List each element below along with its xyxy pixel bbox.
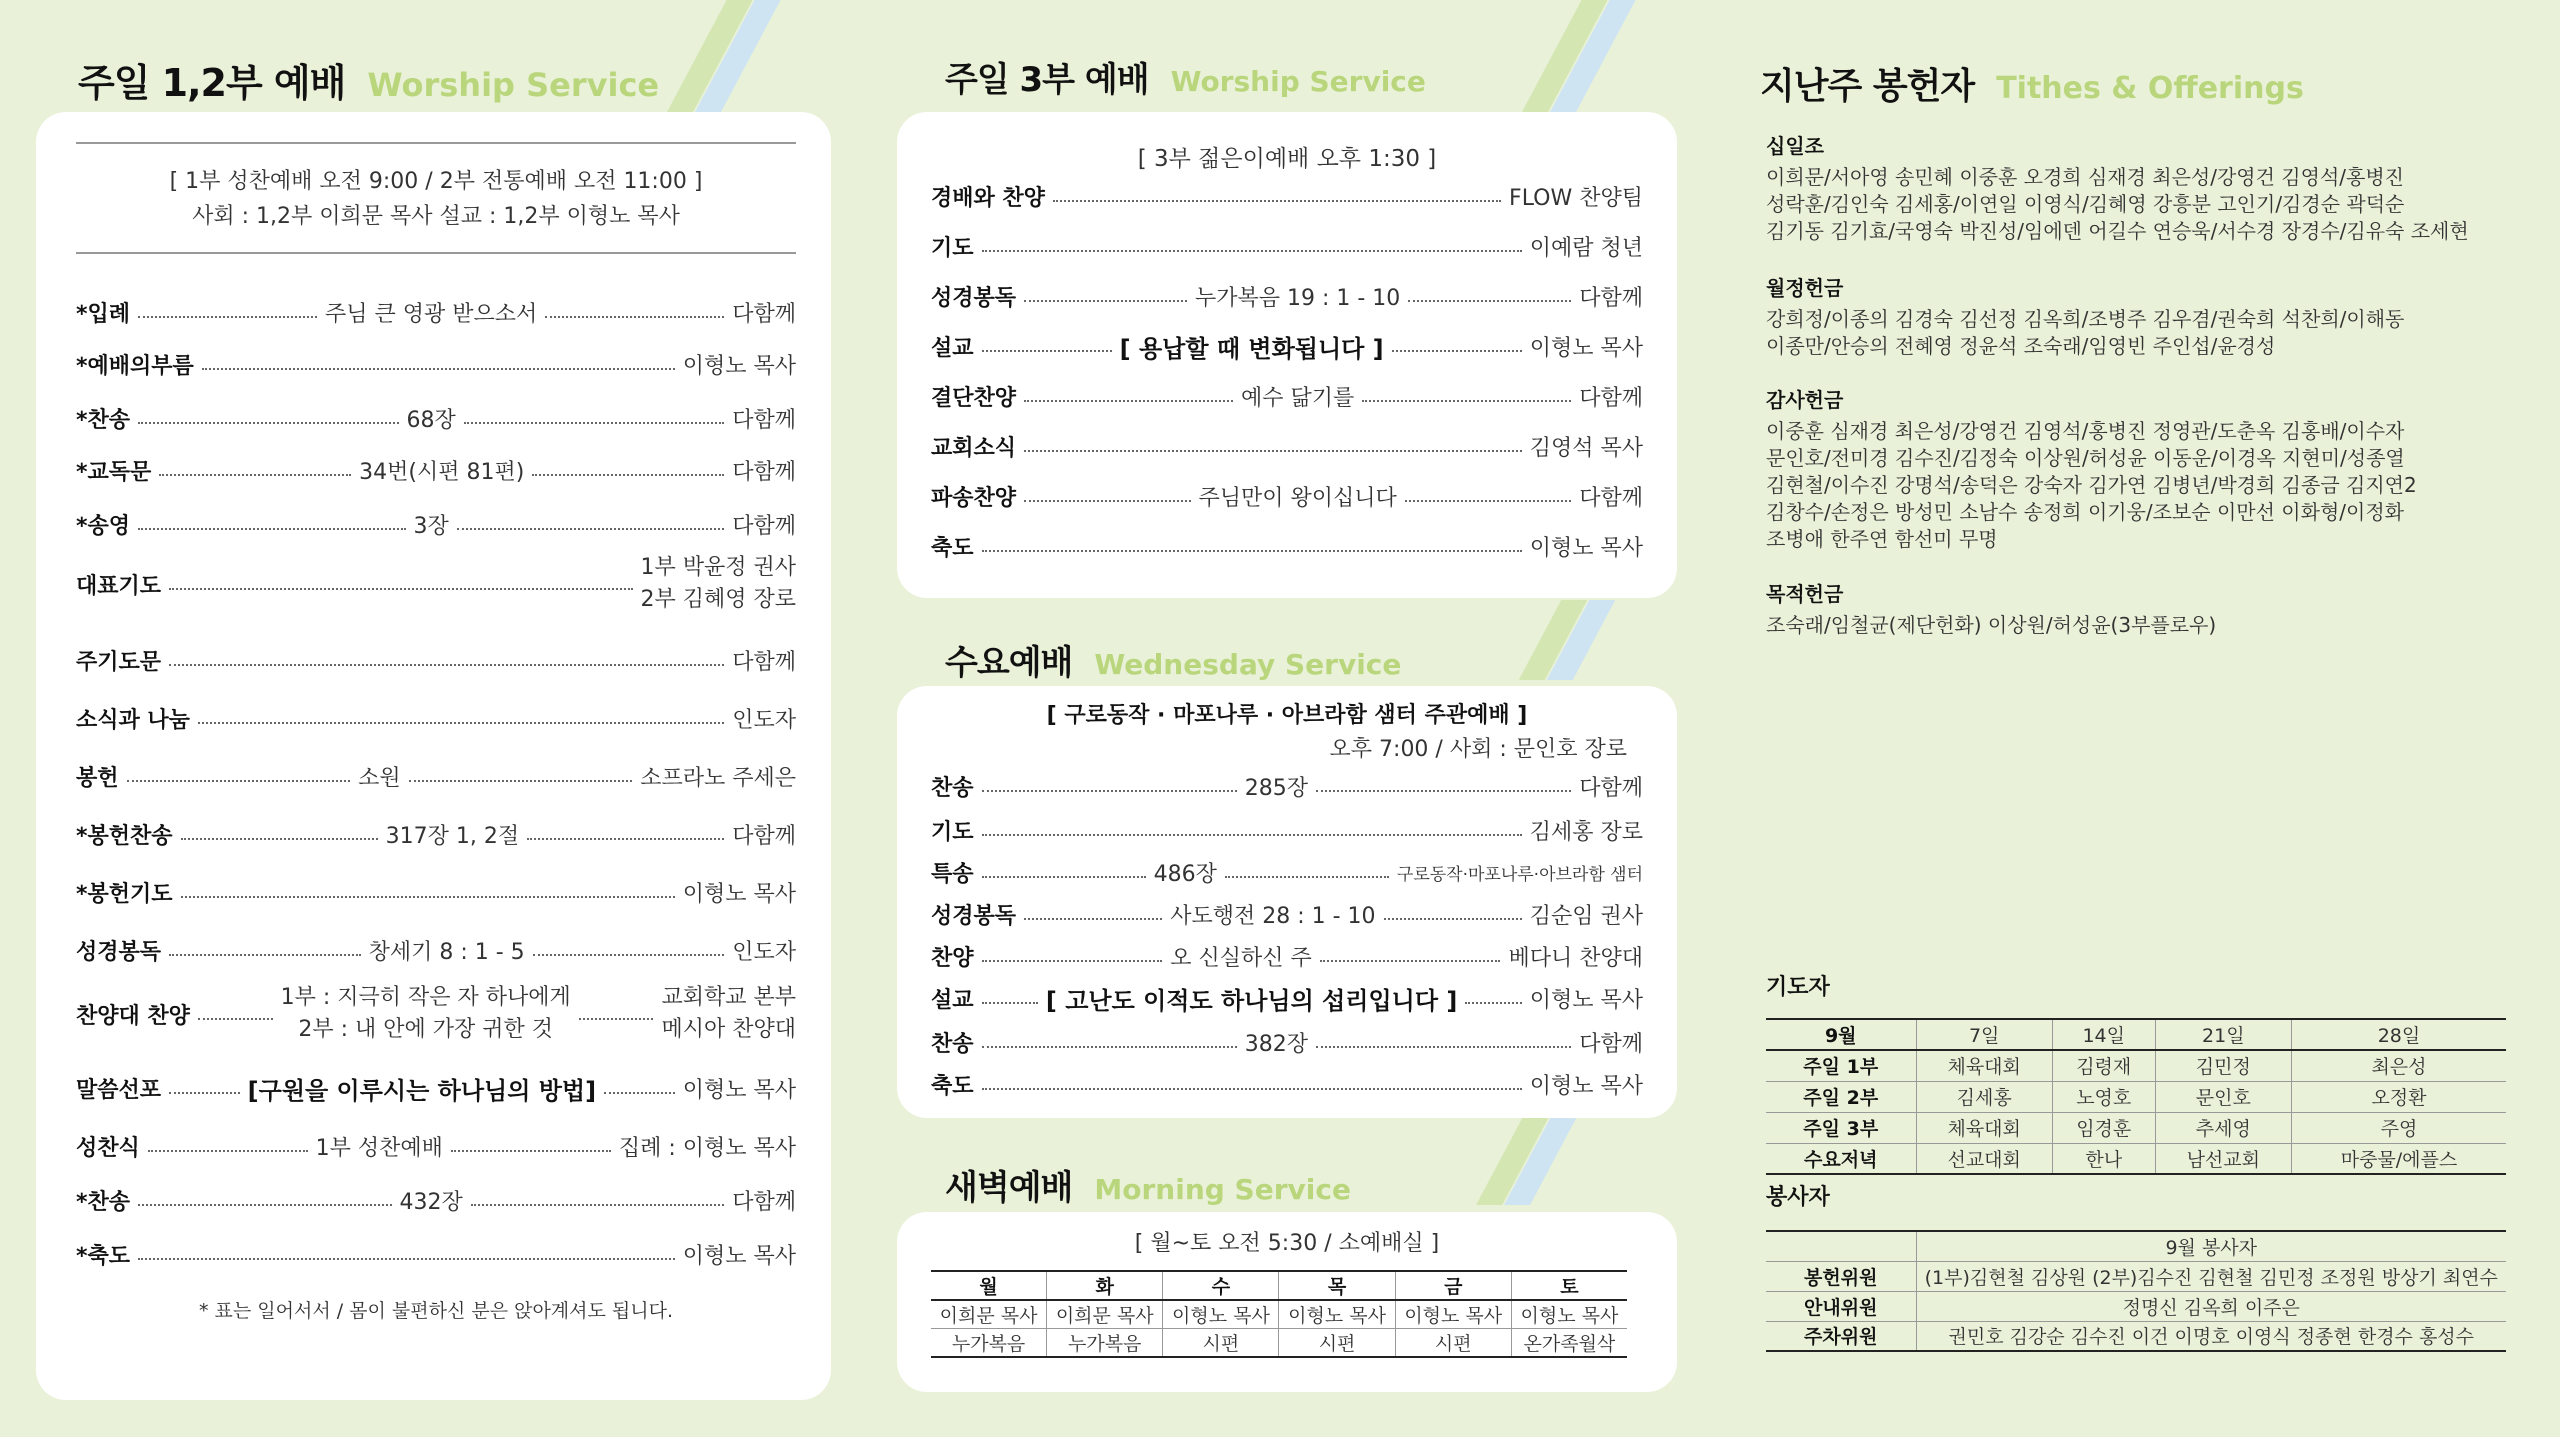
order-person: 김순임 권사 bbox=[1529, 903, 1643, 929]
order-label: 축도 bbox=[931, 535, 974, 561]
leader-dots bbox=[138, 1258, 675, 1260]
morning-day-cell: 화 bbox=[1047, 1271, 1163, 1300]
leader-dots bbox=[138, 422, 398, 424]
order-row bbox=[76, 1072, 796, 1104]
order-row bbox=[76, 348, 796, 380]
order-label: 파송찬양 bbox=[931, 485, 1017, 511]
order-row bbox=[931, 430, 1643, 462]
morning-day-cell: 수 bbox=[1163, 1271, 1279, 1300]
morning-title-ko: 새벽예배 bbox=[945, 1168, 1073, 1208]
morning-title-en: Morning Service bbox=[1094, 1173, 1351, 1206]
order-label: 특송 bbox=[931, 861, 974, 887]
wednesday-title-ko: 수요예배 bbox=[945, 643, 1073, 683]
prayer-date-header: 21일 bbox=[2155, 1019, 2291, 1050]
order-row bbox=[76, 552, 796, 616]
order-row bbox=[931, 814, 1643, 846]
order-person: 다함께 bbox=[1579, 285, 1643, 311]
order-person: 1부 박윤정 권사 bbox=[640, 555, 796, 580]
leader-dots bbox=[982, 550, 1522, 552]
order-row bbox=[931, 982, 1643, 1014]
order-person: 이형노 목사 bbox=[1529, 987, 1644, 1013]
order-label: 찬양대 찬양 bbox=[76, 1003, 190, 1029]
order-person: 다함께 bbox=[732, 407, 796, 433]
order-item: 432장 bbox=[399, 1189, 463, 1215]
order-person: FLOW 찬양팀 bbox=[1509, 185, 1643, 211]
order-row bbox=[76, 454, 796, 486]
order-row bbox=[931, 1068, 1643, 1100]
worship12-title bbox=[78, 52, 659, 107]
order-row bbox=[931, 856, 1643, 888]
order-person: 다함께 bbox=[732, 1189, 796, 1215]
leader-dots bbox=[982, 876, 1146, 878]
leader-dots bbox=[169, 664, 724, 666]
order-row bbox=[76, 644, 796, 676]
offering-group-head: 십일조 bbox=[1766, 134, 1824, 158]
order-person: 이형노 목사 bbox=[1529, 1073, 1643, 1099]
leader-dots bbox=[1225, 876, 1389, 878]
order-label: 축도 bbox=[931, 1073, 974, 1099]
servant-role-label: 봉헌위원 bbox=[1766, 1261, 1916, 1291]
prayer-service-label: 주일 2부 bbox=[1766, 1081, 1916, 1112]
leader-dots bbox=[1024, 450, 1522, 452]
leader-dots bbox=[1320, 960, 1501, 962]
morning-leader-cell: 이희문 목사 bbox=[1047, 1300, 1163, 1329]
order-row bbox=[931, 180, 1643, 212]
leader-dots bbox=[579, 1018, 654, 1020]
leader-dots bbox=[198, 1018, 273, 1020]
order-item: 사도행전 28 : 1 - 10 bbox=[1170, 903, 1376, 929]
order-label: *봉헌찬송 bbox=[76, 823, 173, 849]
leader-dots bbox=[982, 790, 1237, 792]
morning-day-cell: 월 bbox=[931, 1271, 1047, 1300]
leader-dots bbox=[545, 316, 724, 318]
order-person: 이예람 청년 bbox=[1529, 235, 1643, 261]
order-person: 이형노 목사 bbox=[682, 353, 796, 379]
leader-dots bbox=[198, 722, 724, 724]
offering-group-names bbox=[1766, 418, 2417, 553]
servant-names: 정명신 김옥희 이주은 bbox=[1916, 1291, 2506, 1321]
order-item: 1부 : 지극히 작은 자 하나에게 bbox=[280, 985, 571, 1010]
order-row bbox=[931, 480, 1643, 512]
order-row bbox=[76, 1130, 796, 1162]
order-person-stack bbox=[641, 552, 797, 616]
order-person: 다함께 bbox=[1579, 1031, 1643, 1057]
leader-dots bbox=[181, 896, 675, 898]
order-item: 317장 1, 2절 bbox=[385, 823, 520, 849]
servant-role-label: 주차위원 bbox=[1766, 1321, 1916, 1351]
order-label: *찬송 bbox=[76, 407, 131, 433]
prayer-name-cell: 김령재 bbox=[2052, 1050, 2155, 1081]
order-label: *봉헌기도 bbox=[76, 881, 173, 907]
order-item: 누가복음 19 : 1 - 10 bbox=[1194, 285, 1401, 311]
worship12-title-en: Worship Service bbox=[367, 66, 660, 104]
leader-dots bbox=[1408, 300, 1571, 302]
worship3-card bbox=[897, 112, 1677, 598]
worship3-title-ko: 주일 3부 예배 bbox=[945, 60, 1149, 100]
order-row bbox=[76, 818, 796, 850]
morning-text-cell: 온가족월삭 bbox=[1511, 1329, 1627, 1358]
order-person: 교회학교 본부 bbox=[661, 985, 796, 1010]
order-item: 486장 bbox=[1153, 861, 1217, 887]
offering-names-line: 이종만/안승의 전혜영 정윤석 조숙래/임영빈 주인섭/윤경성 bbox=[1766, 334, 2276, 358]
leader-dots bbox=[533, 954, 725, 956]
worship3-title bbox=[945, 52, 1426, 101]
order-label: *교독문 bbox=[76, 459, 152, 485]
order-person: 이형노 목사 bbox=[682, 881, 796, 907]
order-row bbox=[931, 330, 1643, 362]
morning-header: [ 월~토 오전 5:30 / 소예배실 ] bbox=[1134, 1231, 1440, 1256]
servant-names: (1부)김현철 김상원 (2부)김수진 김현철 김민정 조정원 방상기 최연수 bbox=[1916, 1261, 2506, 1291]
offering-names-line: 이중훈 심재경 최은성/강영건 김영석/홍병진 정영관/도춘옥 김홍배/이수자 bbox=[1766, 419, 2405, 443]
order-person: 이형노 목사 bbox=[1529, 335, 1644, 361]
prayer-date-header: 7일 bbox=[1916, 1019, 2052, 1050]
prayer-date-header: 28일 bbox=[2291, 1019, 2506, 1050]
prayer-name-cell: 김세홍 bbox=[1916, 1081, 2052, 1112]
order-person: 다함께 bbox=[1579, 385, 1644, 411]
worship12-header-line2: 사회 : 1,2부 이희문 목사 설교 : 1,2부 이형노 목사 bbox=[192, 204, 680, 229]
prayer-service-label: 수요저녁 bbox=[1766, 1143, 1916, 1174]
offering-names-line: 김기동 김기효/국영숙 박진성/임에덴 어길수 연승욱/서수경 장경수/김유숙 조세현 bbox=[1766, 219, 2469, 243]
morning-day-cell: 금 bbox=[1395, 1271, 1511, 1300]
worship3-title-en: Worship Service bbox=[1170, 65, 1426, 98]
order-person: 2부 김혜영 장로 bbox=[640, 587, 796, 612]
leader-dots bbox=[148, 1150, 308, 1152]
order-label: *예배의부름 bbox=[76, 353, 194, 379]
order-row bbox=[76, 876, 796, 908]
offering-names-line: 조숙래/임철균(제단헌화) 이상원/허성윤(3부플로우) bbox=[1766, 613, 2217, 637]
order-person: 다함께 bbox=[732, 513, 796, 539]
morning-text-cell: 시편 bbox=[1163, 1329, 1279, 1358]
divider bbox=[76, 142, 796, 144]
morning-leader-cell: 이형노 목사 bbox=[1279, 1300, 1395, 1329]
order-person: 인도자 bbox=[732, 707, 796, 733]
leader-dots bbox=[1384, 918, 1522, 920]
order-label: 소식과 나눔 bbox=[76, 707, 190, 733]
order-row bbox=[76, 508, 796, 540]
order-row bbox=[931, 940, 1643, 972]
offering-names-line: 강희정/이종의 김경숙 김선정 김옥희/조병주 김우겸/권숙희 석찬희/이해동 bbox=[1766, 307, 2405, 331]
leader-dots bbox=[138, 1204, 391, 1206]
leader-dots bbox=[982, 960, 1163, 962]
prayer-name-cell: 체육대회 bbox=[1916, 1112, 2052, 1143]
offering-names-line: 김창수/손정은 방성민 소남수 송정희 이기웅/조보순 이만선 이화형/이정화 bbox=[1766, 500, 2404, 524]
prayer-service-label: 주일 3부 bbox=[1766, 1112, 1916, 1143]
order-item: 오 신실하신 주 bbox=[1170, 945, 1312, 971]
servants-title: 봉사자 bbox=[1766, 1185, 1830, 1210]
prayer-name-cell: 체육대회 bbox=[1916, 1050, 2052, 1081]
offering-group-head: 감사헌금 bbox=[1766, 388, 1844, 412]
leader-dots bbox=[169, 588, 632, 590]
order-person: 베다니 찬양대 bbox=[1508, 945, 1643, 971]
leader-dots bbox=[127, 780, 351, 782]
order-label: 주기도문 bbox=[76, 649, 162, 675]
leader-dots bbox=[1405, 500, 1571, 502]
order-person: 다함께 bbox=[732, 301, 796, 327]
order-label: 성찬식 bbox=[76, 1135, 140, 1161]
order-label: 찬양 bbox=[931, 945, 974, 971]
order-item: 285장 bbox=[1244, 775, 1308, 801]
order-label: 봉헌 bbox=[76, 765, 119, 791]
morning-text-cell: 시편 bbox=[1279, 1329, 1395, 1358]
order-row bbox=[76, 982, 796, 1046]
order-item: 1부 성찬예배 bbox=[315, 1135, 443, 1161]
prayer-name-cell: 임경훈 bbox=[2052, 1112, 2155, 1143]
offering-names-line: 조병애 한주연 함선미 무명 bbox=[1766, 527, 1998, 551]
servant-role-label: 안내위원 bbox=[1766, 1291, 1916, 1321]
servants-month-header: 9월 봉사자 bbox=[1916, 1231, 2506, 1261]
order-row bbox=[76, 760, 796, 792]
order-item: 382장 bbox=[1244, 1031, 1308, 1057]
order-item: 예수 닮기를 bbox=[1241, 385, 1355, 411]
leader-dots bbox=[1362, 400, 1571, 402]
leader-dots bbox=[982, 350, 1112, 352]
prayer-name-cell: 추세영 bbox=[2155, 1112, 2291, 1143]
order-person: 소프라노 주세은 bbox=[640, 765, 797, 791]
order-label: 설교 bbox=[931, 987, 974, 1013]
morning-day-cell: 토 bbox=[1511, 1271, 1627, 1300]
worship3-header: [ 3부 젊은이예배 오후 1:30 ] bbox=[1137, 146, 1437, 172]
order-label: *찬송 bbox=[76, 1189, 131, 1215]
prayer-name-cell: 마중물/에플스 bbox=[2291, 1143, 2506, 1174]
leader-dots bbox=[982, 250, 1522, 252]
order-row bbox=[76, 702, 796, 734]
order-row bbox=[76, 1184, 796, 1216]
order-item: 2부 : 내 안에 가장 귀한 것 bbox=[298, 1017, 554, 1042]
prayer-date-header: 14일 bbox=[2052, 1019, 2155, 1050]
order-person: 다함께 bbox=[1579, 485, 1644, 511]
morning-day-cell: 목 bbox=[1279, 1271, 1395, 1300]
order-item: [구원을 이루시는 하나님의 방법] bbox=[247, 1076, 597, 1105]
order-item: 68장 bbox=[406, 407, 456, 433]
morning-text-cell: 시편 bbox=[1395, 1329, 1511, 1358]
leader-dots bbox=[1316, 1046, 1571, 1048]
order-label: 성경봉독 bbox=[76, 939, 162, 965]
morning-leader-cell: 이희문 목사 bbox=[931, 1300, 1047, 1329]
order-person: 김세홍 장로 bbox=[1529, 819, 1643, 845]
servant-names: 권민호 김강순 김수진 이건 이명호 이영식 정종현 한경수 홍성수 bbox=[1916, 1321, 2506, 1351]
order-label: 성경봉독 bbox=[931, 285, 1017, 311]
offering-names-line: 김현철/이수진 강명석/송덕은 강숙자 김가연 김병년/박경희 김종금 김지연2 bbox=[1766, 473, 2417, 497]
servants-table bbox=[1766, 1230, 2506, 1352]
order-label: 기도 bbox=[931, 235, 974, 261]
order-person-stack bbox=[661, 982, 796, 1046]
leader-dots bbox=[982, 834, 1522, 836]
order-row bbox=[931, 530, 1643, 562]
prayer-name-cell: 주영 bbox=[2291, 1112, 2506, 1143]
order-item: [ 용납할 때 변화됩니다 ] bbox=[1119, 334, 1384, 363]
order-row bbox=[76, 934, 796, 966]
leader-dots bbox=[1392, 350, 1522, 352]
prayer-name-cell: 남선교회 bbox=[2155, 1143, 2291, 1174]
offering-names-line: 문인호/전미경 김수진/김정숙 이상원/허성윤 이동운/이경옥 지현미/성종열 bbox=[1766, 446, 2405, 470]
order-row bbox=[931, 770, 1643, 802]
prayer-service-label: 주일 1부 bbox=[1766, 1050, 1916, 1081]
morning-title bbox=[945, 1160, 1351, 1209]
leader-dots bbox=[169, 1092, 240, 1094]
leader-dots bbox=[159, 474, 351, 476]
wednesday-header1: [ 구로동작 · 마포나루 · 아브라함 샘터 주관예배 ] bbox=[1046, 703, 1528, 728]
worship12-title-ko: 주일 1,2부 예배 bbox=[78, 61, 346, 105]
leader-dots bbox=[1465, 1002, 1521, 1004]
offering-names-line: 이희문/서아영 송민혜 이중훈 오경희 심재경 최은성/강영건 김영석/홍병진 bbox=[1766, 165, 2404, 189]
leader-dots bbox=[464, 422, 724, 424]
order-person: 인도자 bbox=[732, 939, 797, 965]
prayer-month-header: 9월 bbox=[1766, 1019, 1916, 1050]
morning-text-cell: 누가복음 bbox=[931, 1329, 1047, 1358]
order-label: *송영 bbox=[76, 513, 131, 539]
prayer-name-cell: 노영호 bbox=[2052, 1081, 2155, 1112]
leader-dots bbox=[1024, 500, 1190, 502]
prayer-name-cell: 김민정 bbox=[2155, 1050, 2291, 1081]
order-label: *입례 bbox=[76, 301, 131, 327]
order-label: 설교 bbox=[931, 335, 974, 361]
leader-dots bbox=[982, 1002, 1038, 1004]
worship12-card bbox=[36, 112, 831, 1400]
order-label: 찬송 bbox=[931, 775, 974, 801]
servants-corner bbox=[1766, 1231, 1916, 1261]
leader-dots bbox=[1024, 300, 1187, 302]
leader-dots bbox=[982, 1046, 1237, 1048]
leader-dots bbox=[451, 1150, 611, 1152]
order-label: 찬송 bbox=[931, 1031, 974, 1057]
leader-dots bbox=[1024, 918, 1162, 920]
offering-group-head: 목적헌금 bbox=[1766, 582, 1844, 606]
leader-dots bbox=[1053, 200, 1501, 202]
offering-group-names bbox=[1766, 164, 2469, 245]
order-label: 기도 bbox=[931, 819, 974, 845]
leader-dots bbox=[138, 316, 317, 318]
order-item: 34번(시편 81편) bbox=[359, 459, 525, 485]
morning-leader-cell: 이형노 목사 bbox=[1511, 1300, 1627, 1329]
order-label: *축도 bbox=[76, 1243, 131, 1269]
order-label: 성경봉독 bbox=[931, 903, 1017, 929]
order-person: 다함께 bbox=[732, 823, 797, 849]
order-person: 다함께 bbox=[732, 459, 796, 485]
offering-group-names bbox=[1766, 612, 2216, 639]
morning-schedule-table bbox=[931, 1270, 1627, 1358]
morning-card bbox=[897, 1212, 1677, 1392]
leader-dots bbox=[457, 528, 724, 530]
order-person: 이형노 목사 bbox=[682, 1243, 796, 1269]
leader-dots bbox=[1316, 790, 1571, 792]
leader-dots bbox=[1024, 400, 1233, 402]
prayer-name-cell: 선교대회 bbox=[1916, 1143, 2052, 1174]
order-row bbox=[931, 898, 1643, 930]
order-label: 말씀선포 bbox=[76, 1077, 162, 1103]
leader-dots bbox=[202, 368, 675, 370]
prayer-name-cell: 최은성 bbox=[2291, 1050, 2506, 1081]
order-label: 결단찬양 bbox=[931, 385, 1017, 411]
order-person: 이형노 목사 bbox=[1529, 535, 1643, 561]
leader-dots bbox=[982, 1088, 1522, 1090]
offering-names-line: 성락훈/김인숙 김세홍/이연일 이영식/김혜영 강흥분 고인기/김경순 곽덕순 bbox=[1766, 192, 2405, 216]
order-person: 김영석 목사 bbox=[1529, 435, 1643, 461]
leader-dots bbox=[527, 838, 724, 840]
worship12-footnote: * 표는 일어서서 / 몸이 불편하신 분은 앉아계셔도 됩니다. bbox=[198, 1300, 674, 1322]
order-row bbox=[76, 1238, 796, 1270]
order-label: 경배와 찬양 bbox=[931, 185, 1045, 211]
order-row bbox=[931, 380, 1643, 412]
leader-dots bbox=[604, 1092, 675, 1094]
order-label: 교회소식 bbox=[931, 435, 1017, 461]
order-item: 소원 bbox=[358, 765, 401, 791]
morning-leader-cell: 이형노 목사 bbox=[1395, 1300, 1511, 1329]
prayer-title: 기도자 bbox=[1766, 975, 1830, 1000]
prayer-table bbox=[1766, 1018, 2506, 1175]
divider bbox=[76, 252, 796, 254]
order-person: 이형노 목사 bbox=[682, 1077, 796, 1103]
leader-dots bbox=[532, 474, 724, 476]
leader-dots bbox=[181, 838, 378, 840]
wednesday-card bbox=[897, 686, 1677, 1118]
morning-leader-cell: 이형노 목사 bbox=[1163, 1300, 1279, 1329]
offerings-title bbox=[1760, 58, 2304, 109]
leader-dots bbox=[409, 780, 633, 782]
offerings-title-ko: 지난주 봉헌자 bbox=[1760, 66, 1975, 107]
wednesday-header2: 오후 7:00 / 사회 : 문인호 장로 bbox=[1329, 737, 1627, 762]
morning-text-cell: 누가복음 bbox=[1047, 1329, 1163, 1358]
order-person: 메시아 찬양대 bbox=[661, 1017, 796, 1042]
order-row bbox=[931, 280, 1643, 312]
leader-dots bbox=[138, 528, 405, 530]
wednesday-title bbox=[945, 635, 1401, 684]
order-item-stack bbox=[281, 982, 571, 1046]
prayer-name-cell: 문인호 bbox=[2155, 1081, 2291, 1112]
order-item: 창세기 8 : 1 - 5 bbox=[368, 939, 525, 965]
order-item: 3장 bbox=[413, 513, 449, 539]
worship12-header-line1: [ 1부 성찬예배 오전 9:00 / 2부 전통예배 오전 11:00 ] bbox=[169, 169, 703, 194]
order-person: 집례 : 이형노 목사 bbox=[618, 1135, 796, 1161]
order-row bbox=[931, 1026, 1643, 1058]
prayer-name-cell: 오정환 bbox=[2291, 1081, 2506, 1112]
prayer-name-cell: 한나 bbox=[2052, 1143, 2155, 1174]
order-label: 대표기도 bbox=[76, 573, 162, 599]
leader-dots bbox=[471, 1204, 724, 1206]
leader-dots bbox=[169, 954, 361, 956]
order-item: [ 고난도 이적도 하나님의 섭리입니다 ] bbox=[1045, 986, 1458, 1015]
offerings-title-en: Tithes & Offerings bbox=[1996, 71, 2304, 106]
order-row bbox=[931, 230, 1643, 262]
offering-group-names bbox=[1766, 306, 2404, 360]
wednesday-title-en: Wednesday Service bbox=[1094, 648, 1402, 681]
order-row bbox=[76, 296, 796, 328]
offering-group-head: 월정헌금 bbox=[1766, 276, 1844, 300]
order-item: 주님 큰 영광 받으소서 bbox=[325, 301, 538, 327]
order-person: 다함께 bbox=[732, 649, 796, 675]
order-person: 다함께 bbox=[1579, 775, 1643, 801]
order-row bbox=[76, 402, 796, 434]
order-item: 주님만이 왕이십니다 bbox=[1198, 485, 1397, 511]
order-person: 구로동작·마포나루·아브라함 샘터 bbox=[1396, 864, 1644, 885]
